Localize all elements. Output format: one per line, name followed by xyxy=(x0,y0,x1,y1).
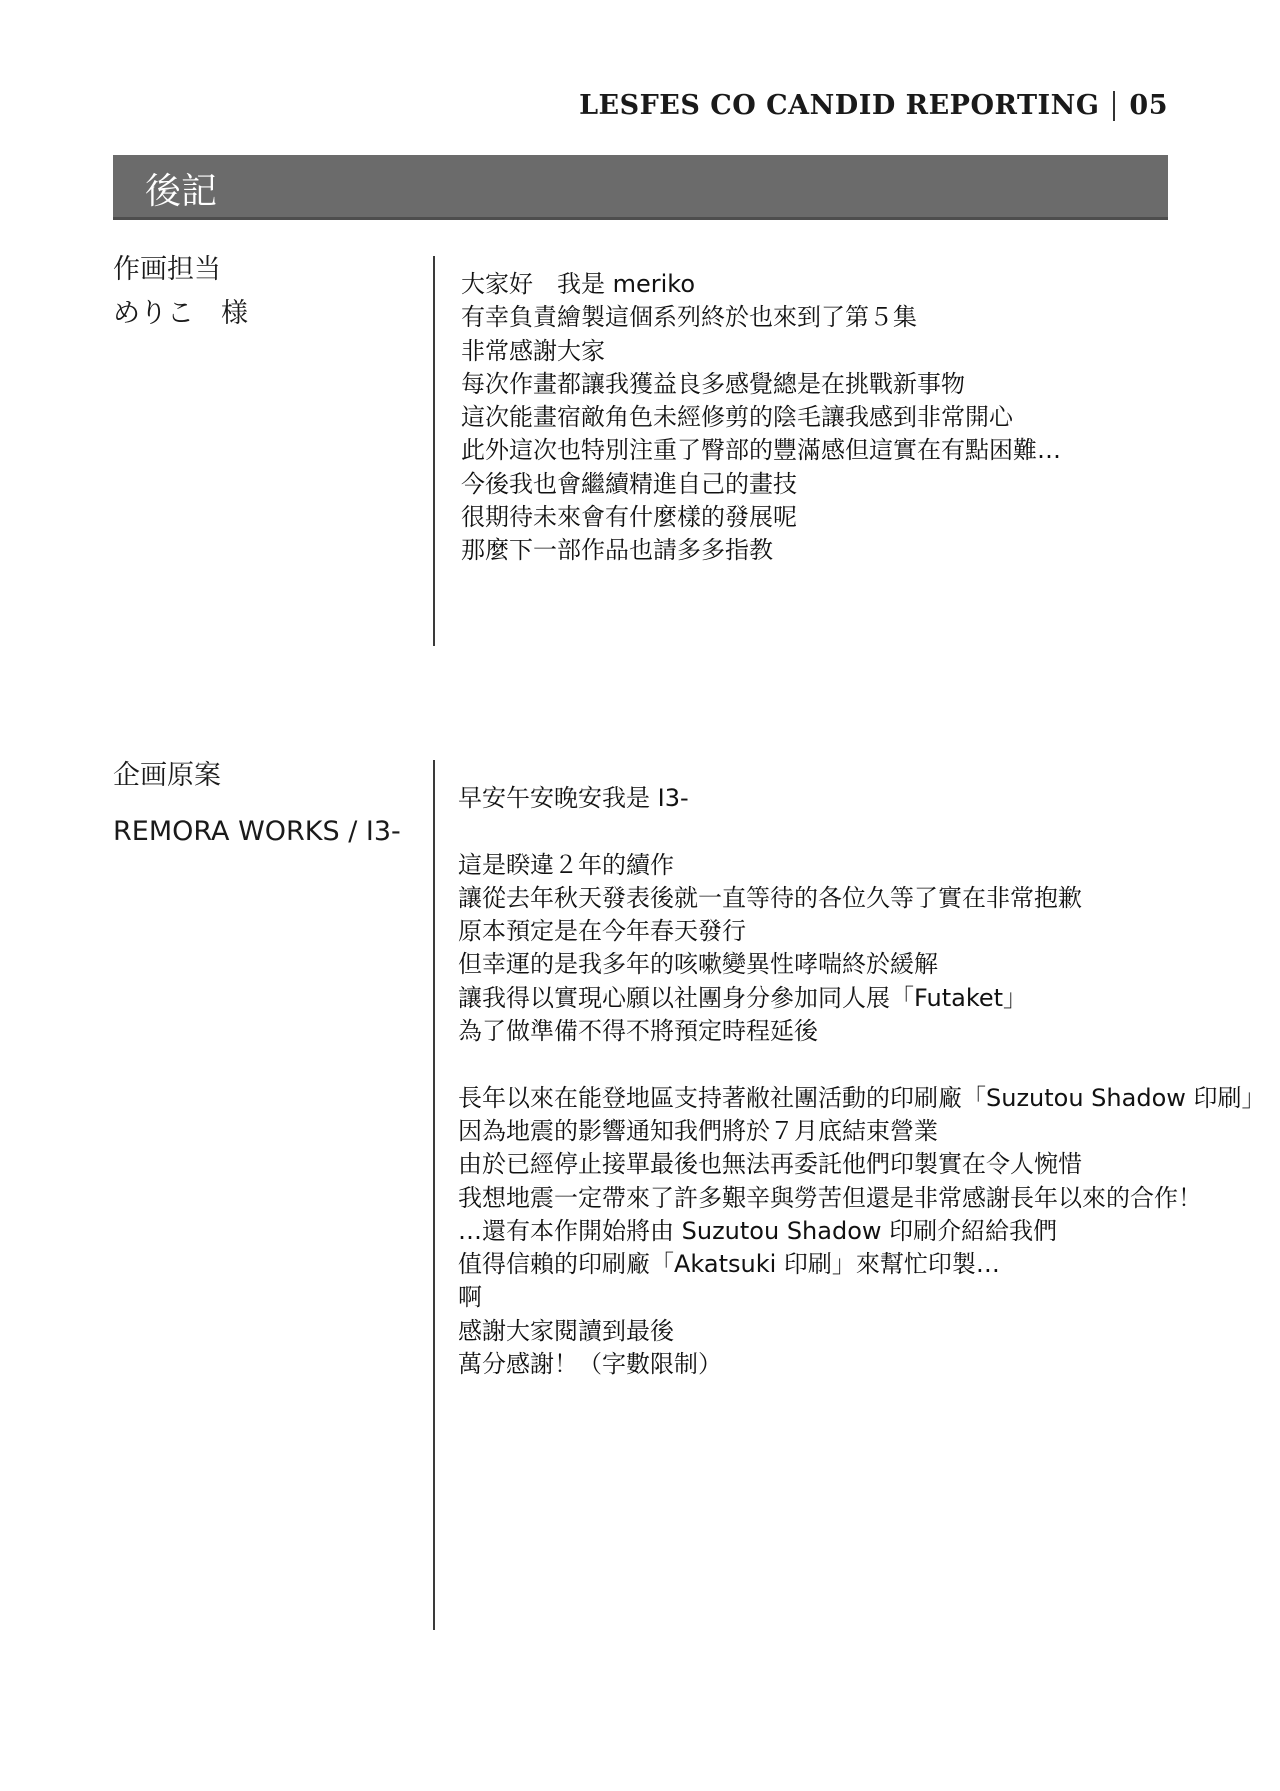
planner-divider xyxy=(433,760,435,1630)
message-line: 早安午安晚安我是 I3- xyxy=(458,784,689,812)
planner-message xyxy=(458,782,1266,1381)
message-line: 萬分感謝！（字數限制） xyxy=(458,1350,722,1379)
message-line: 原本預定是在今年春天發行 xyxy=(458,917,746,946)
series-title: LESFES CO CANDID REPORTING xyxy=(579,90,1100,121)
message-line: 這次能畫宿敵角色未經修剪的陰毛讓我感到非常開心 xyxy=(461,403,1013,432)
section-title-bar xyxy=(113,155,1168,220)
message-line: 那麼下一部作品也請多多指教 xyxy=(461,536,773,565)
artist-name: めりこ 様 xyxy=(113,298,248,329)
message-line: 每次作畫都讓我獲益良多感覺總是在挑戰新事物 xyxy=(461,369,965,398)
artist-divider xyxy=(433,256,435,646)
message-line: 有幸負責繪製這個系列終於也來到了第５集 xyxy=(461,303,917,332)
artist-role: 作画担当 xyxy=(113,254,221,285)
planner-role: 企画原案 xyxy=(113,760,221,791)
message-line: 我想地震一定帶來了許多艱辛與勞苦但還是非常感謝長年以來的合作！ xyxy=(458,1183,1202,1212)
header-separator xyxy=(1113,91,1115,121)
message-line: 長年以來在能登地區支持著敝社團活動的印刷廠「Suzutou Shadow 印刷」 xyxy=(458,1083,1266,1112)
page-header xyxy=(579,90,1168,121)
planner-name: REMORA WORKS / I3- xyxy=(113,816,401,847)
message-line: 因為地震的影響通知我們將於７月底結束營業 xyxy=(458,1116,938,1145)
artist-section xyxy=(113,248,1173,668)
message-line: 讓我得以實現心願以社團身分參加同人展「Futaket」 xyxy=(458,983,1028,1012)
message-line: 非常感謝大家 xyxy=(461,336,605,365)
message-line: 很期待未來會有什麼樣的發展呢 xyxy=(461,503,797,532)
message-line: 由於已經停止接單最後也無法再委託他們印製實在令人惋惜 xyxy=(458,1150,1082,1179)
message-line: 大家好 我是 meriko xyxy=(461,270,696,298)
artist-message xyxy=(461,268,1061,568)
message-line: 但幸運的是我多年的咳嗽變異性哮喘終於緩解 xyxy=(458,950,938,979)
message-line: 值得信賴的印刷廠「Akatsuki 印刷」來幫忙印製… xyxy=(458,1250,1000,1279)
message-line: 為了做準備不得不將預定時程延後 xyxy=(458,1017,818,1046)
section-title: 後記 xyxy=(145,171,218,212)
planner-credit xyxy=(113,754,401,854)
message-line: 這是睽違２年的續作 xyxy=(458,850,674,879)
message-line xyxy=(458,1048,1266,1081)
message-line: …還有本作開始將由 Suzutou Shadow 印刷介紹給我們 xyxy=(458,1216,1058,1245)
message-line xyxy=(458,815,1266,848)
artist-credit xyxy=(113,248,248,336)
message-line: 今後我也會繼續精進自己的畫技 xyxy=(461,469,797,498)
message-line: 讓從去年秋天發表後就一直等待的各位久等了實在非常抱歉 xyxy=(458,883,1082,912)
message-line: 啊 xyxy=(458,1283,482,1312)
planner-section xyxy=(113,754,1266,1634)
message-line: 此外這次也特別注重了臀部的豐滿感但這實在有點困難… xyxy=(461,436,1061,465)
message-line: 感謝大家閱讀到最後 xyxy=(458,1316,674,1345)
page-number: 05 xyxy=(1129,90,1168,121)
